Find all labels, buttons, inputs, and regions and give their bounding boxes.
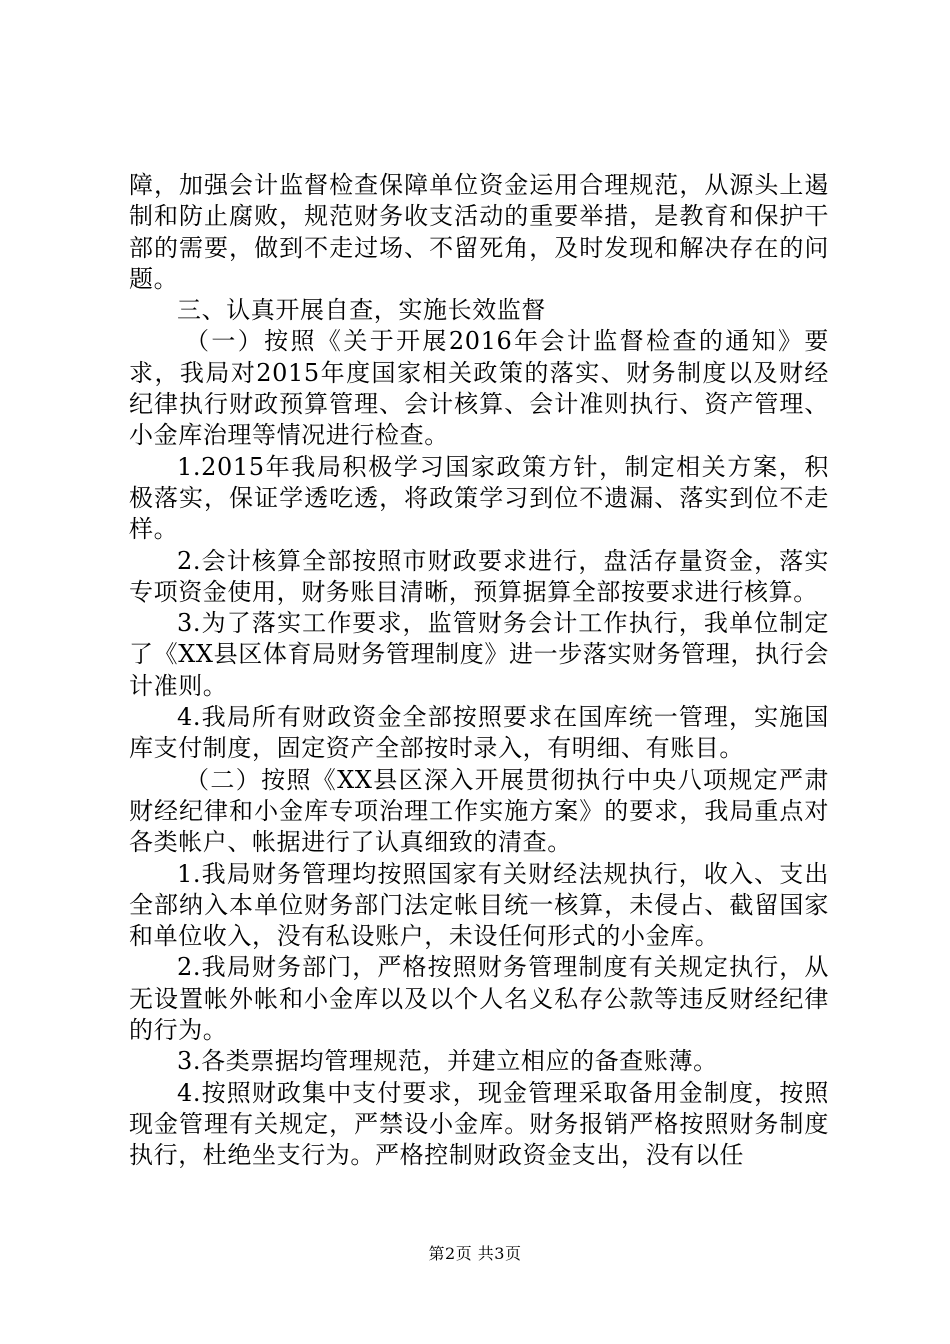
document-body — [129, 170, 829, 1172]
paragraph-item-4: 4.我局所有财政资金全部按照要求在国库统一管理，实施国库支付制度，固定资产全部按时录入，有明细、有账目。 — [129, 703, 829, 763]
paragraph-item-1b: 1.我局财务管理均按照国家有关财经法规执行，收入、支出全部纳入本单位财务部门法定帐目统一核算，未侵占、截留国家和单位收入，没有私设账户，未设任何形式的小金库。 — [129, 859, 829, 951]
paragraph-item-4b: 4.按照财政集中支付要求，现金管理采取备用金制度，按照现金管理有关规定，严禁设小金库。财务报销严格按照财务制度执行，杜绝坐支行为。严格控制财政资金支出，没有以任 — [129, 1078, 829, 1170]
paragraph-item-2b: 2.我局财务部门，严格按照财务管理制度有关规定执行，从无设置帐外帐和小金库以及以个人名义私存公款等违反财经纪律的行为。 — [129, 953, 829, 1045]
page-number-footer: 第2页 共3页 — [428, 1244, 522, 1263]
paragraph-subsection-2: （二）按照《XX县区深入开展贯彻执行中央八项规定严肃财经纪律和小金库专项治理工作实施方案》的要求，我局重点对各类帐户、帐据进行了认真细致的清查。 — [129, 765, 829, 857]
paragraph-item-3b: 3.各类票据均管理规范，并建立相应的备查账薄。 — [177, 1047, 718, 1076]
paragraph-item-3: 3.为了落实工作要求，监管财务会计工作执行，我单位制定了《XX县区体育局财务管理制度》进一步落实财务管理，执行会计准则。 — [129, 609, 829, 700]
paragraph-item-1: 1.2015年我局积极学习国家政策方针，制定相关方案，积极落实，保证学透吃透，将政策学习到位不遗漏、落实到位不走样。 — [129, 452, 829, 544]
section-heading: 三、认真开展自查，实施长效监督 — [177, 296, 546, 325]
paragraph-continuation: 障，加强会计监督检查保障单位资金运用合理规范，从源头上遏制和防止腐败，规范财务收支活动的重要举措，是教育和保护干部的需要，做到不走过场、不留死角，及时发现和解决存在的问题。 — [129, 171, 829, 293]
paragraph-item-2: 2.会计核算全部按照市财政要求进行，盘活存量资金，落实专项资金使用，财务账目清晰，预算据算全部按要求进行核算。 — [129, 546, 829, 606]
paragraph-subsection-1: （一）按照《关于开展2016年会计监督检查的通知》要求，我局对2015年度国家相关政策的落实、财务制度以及财经纪律执行财政预算管理、会计核算、会计准则执行、资产管理、小金库治理等情况进行检查。 — [129, 327, 829, 450]
